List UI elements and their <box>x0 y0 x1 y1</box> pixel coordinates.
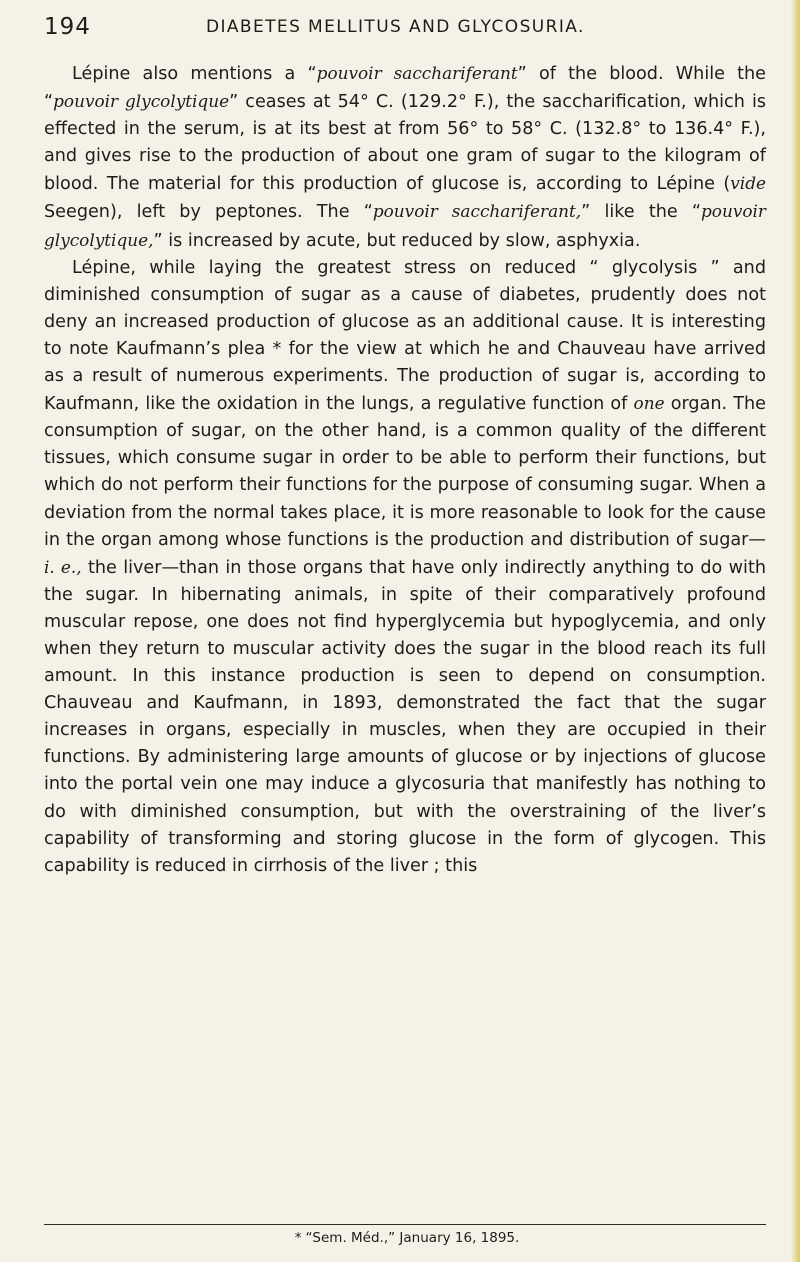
running-title: DIABETES MELLITUS AND GLYCOSURIA. <box>206 17 585 37</box>
page-number: 194 <box>44 14 91 40</box>
paragraph-1: Lépine also mentions a “pouvoir sacchariferant” of the blood. While the “pouvoir glycolytique” ceases at 54° C. (129.2° F.), the saccharification, which is effected in the serum, is at its best at from 56° to 58° C. (132.8° to 136.4° F.), and gives rise to the production of about one gram of sugar to the kilogram of blood. The material for this production of glucose is, according to Lépine (vide Seegen), left by peptones. The “pouvoir sacchariferant,” like the “pouvoir glycolytique,” is increased by acute, but reduced by slow, asphyxia. <box>44 63 766 251</box>
paragraph-2: Lépine, while laying the greatest stress on reduced “ glycolysis ” and diminished consumption of sugar as a cause of diabetes, prudently does not deny an increased production of glucose as an additional cause. It is interesting to note Kaufmann’s plea * for the view at which he and Chauveau have arrived as a result of numerous experiments. The production of sugar is, according to Kaufmann, like the oxidation in the lungs, a regulative function of one organ. The consumption of sugar, on the other hand, is a common quality of the different tissues, which consume sugar in order to be able to perform their functions, but which do not perform their functions for the purpose of consuming sugar. When a deviation from the normal takes place, it is more reasonable to look for the cause in the organ among whose functions is the production and distribution of sugar—i. e., the liver—than in those organs that have only indirectly anything to do with the sugar. In hibernating animals, in spite of their comparatively profound muscular repose, one does not find hyperglycemia but hypoglycemia, and only when they return to muscular activity does the sugar in the blood reach its full amount. In this instance production is seen to depend on consumption. Chauveau and Kaufmann, in 1893, demonstrated the fact that the sugar increases in organs, especially in muscles, when they are occupied in their functions. By administering large amounts of glucose or by injections of glucose into the portal vein one may induce a glycosuria that manifestly has nothing to do with diminished consumption, but with the overstraining of the liver’s capability of transforming and storing glucose in the form of glycogen. This capability is reduced in cirrhosis of the liver ; this <box>44 257 766 876</box>
footnote-marker: * <box>294 1230 302 1246</box>
footnote-rule <box>44 1224 766 1225</box>
footnote <box>44 1230 766 1246</box>
page-header <box>44 14 762 46</box>
footnote-text: “Sem. Méd.,” January 16, 1895. <box>305 1230 520 1246</box>
body-text <box>44 60 766 880</box>
page-edge <box>791 0 800 1262</box>
